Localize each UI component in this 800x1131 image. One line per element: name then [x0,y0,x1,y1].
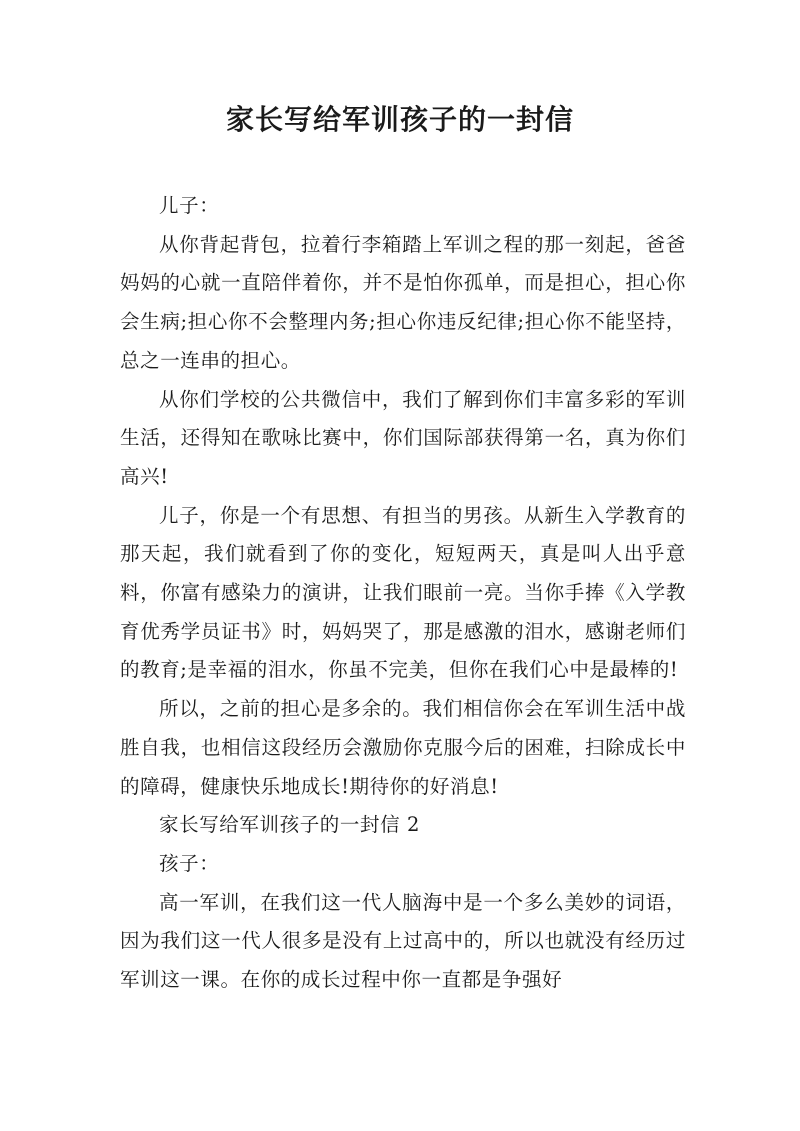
paragraph-school-wechat: 从你们学校的公共微信中，我们了解到你们丰富多彩的军训生活，还得知在歌咏比赛中，你们国际部获得第一名，真为你们高兴! [120,387,686,488]
paragraph-military-training: 高一军训，在我们这一代人脑海中是一个多么美妙的词语，因为我们这一代人很多是没有上过高中的，所以也就没有经历过军训这一课。在你的成长过程中你一直都是争强好 [120,890,686,992]
section-heading-letter-2: 家长写给军训孩子的一封信 2 [159,813,421,837]
letter-body [120,187,686,1000]
paragraph-growth: 儿子，你是一个有思想、有担当的男孩。从新生入学教育的那天起，我们就看到了你的变化，短短两天，真是叫人出乎意料，你富有感染力的演讲，让我们眼前一亮。当你手捧《入学教育优秀学员证书》时，妈妈哭了，那是感激的泪水，感谢老师们的教育;是幸福的泪水，你虽不完美，但你在我们心中是最棒的! [120,503,686,682]
salutation-child: 孩子： [159,851,220,875]
paragraph-confidence: 所以，之前的担心是多余的。我们相信你会在军训生活中战胜自我，也相信这段经历会激励你克服今后的困难，扫除成长中的障碍，健康快乐地成长!期待你的好消息! [120,697,686,798]
paragraph-worry: 从你背起背包，拉着行李箱踏上军训之程的那一刻起，爸爸妈妈的心就一直陪伴着你，并不是怕你孤单，而是担心，担心你会生病;担心你不会整理内务;担心你违反纪律;担心你不能坚持，总之一连串的担心。 [120,232,686,372]
document-title: 家长写给军训孩子的一封信 [225,103,574,136]
salutation-son: 儿子： [159,194,220,217]
